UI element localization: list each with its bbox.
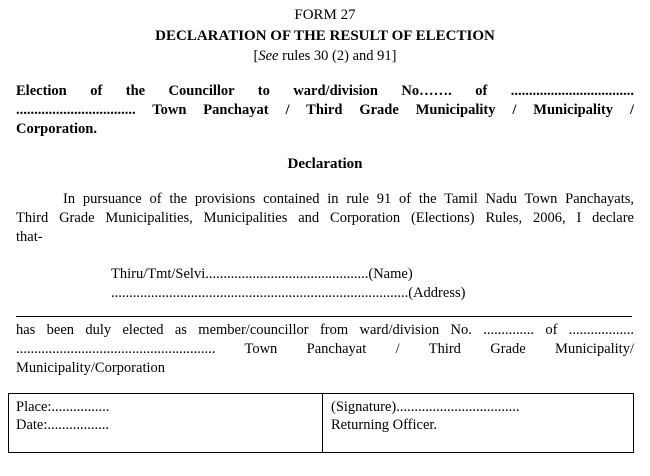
candidate-name-line: Thiru/Tmt/Selvi.............................................(Name) [111, 266, 413, 282]
signature-field: (Signature).................................. [331, 399, 520, 415]
signature-box [8, 393, 634, 453]
form-number: FORM 27 [294, 7, 356, 23]
place-date-cell [16, 398, 109, 434]
signature-box-divider [322, 394, 323, 452]
returning-officer-label: Returning Officer. [331, 417, 438, 433]
declaration-heading: Declaration [287, 156, 363, 172]
election-line-3: Corporation. [16, 121, 97, 137]
election-description [16, 82, 634, 139]
rules-reference [0, 47, 650, 65]
candidate-address-line: ..................................................................................(Address) [111, 285, 466, 301]
signature-cell [331, 398, 519, 434]
declaration-paragraph [16, 190, 634, 247]
elected-line-1: has been duly elected as member/councillor from ward/division No. .............. of .................. [16, 322, 634, 338]
declaration-line-2: Third Grade Municipalities, Municipalities and Corporation (Elections) Rules, 2006, I declare [16, 210, 634, 226]
rules-reference-text: rules 30 (2) and 91] [278, 48, 397, 64]
rules-reference-see: See [258, 48, 279, 64]
place-field: Place:................ [16, 399, 110, 415]
elected-statement [16, 321, 634, 378]
election-line-2: ................................. Town Panchayat / Third Grade Municipality / Municipality / [16, 102, 634, 118]
form-title: DECLARATION OF THE RESULT OF ELECTION [155, 28, 495, 44]
election-line-1: Election of the Councillor to ward/division No……. of .................................. [16, 83, 634, 99]
declaration-line-1: In pursuance of the provisions contained in rule 91 of the Tamil Nadu Town Panchayats, [63, 191, 634, 207]
elected-line-2: ....................................................... Town Panchayat / Third Grade Municipality/ [16, 341, 634, 357]
elected-line-3: Municipality/Corporation [16, 360, 166, 376]
horizontal-rule [16, 316, 632, 317]
date-field: Date:................. [16, 417, 110, 433]
rules-reference-open: [ [253, 48, 259, 64]
declaration-line-3: that- [16, 229, 43, 245]
